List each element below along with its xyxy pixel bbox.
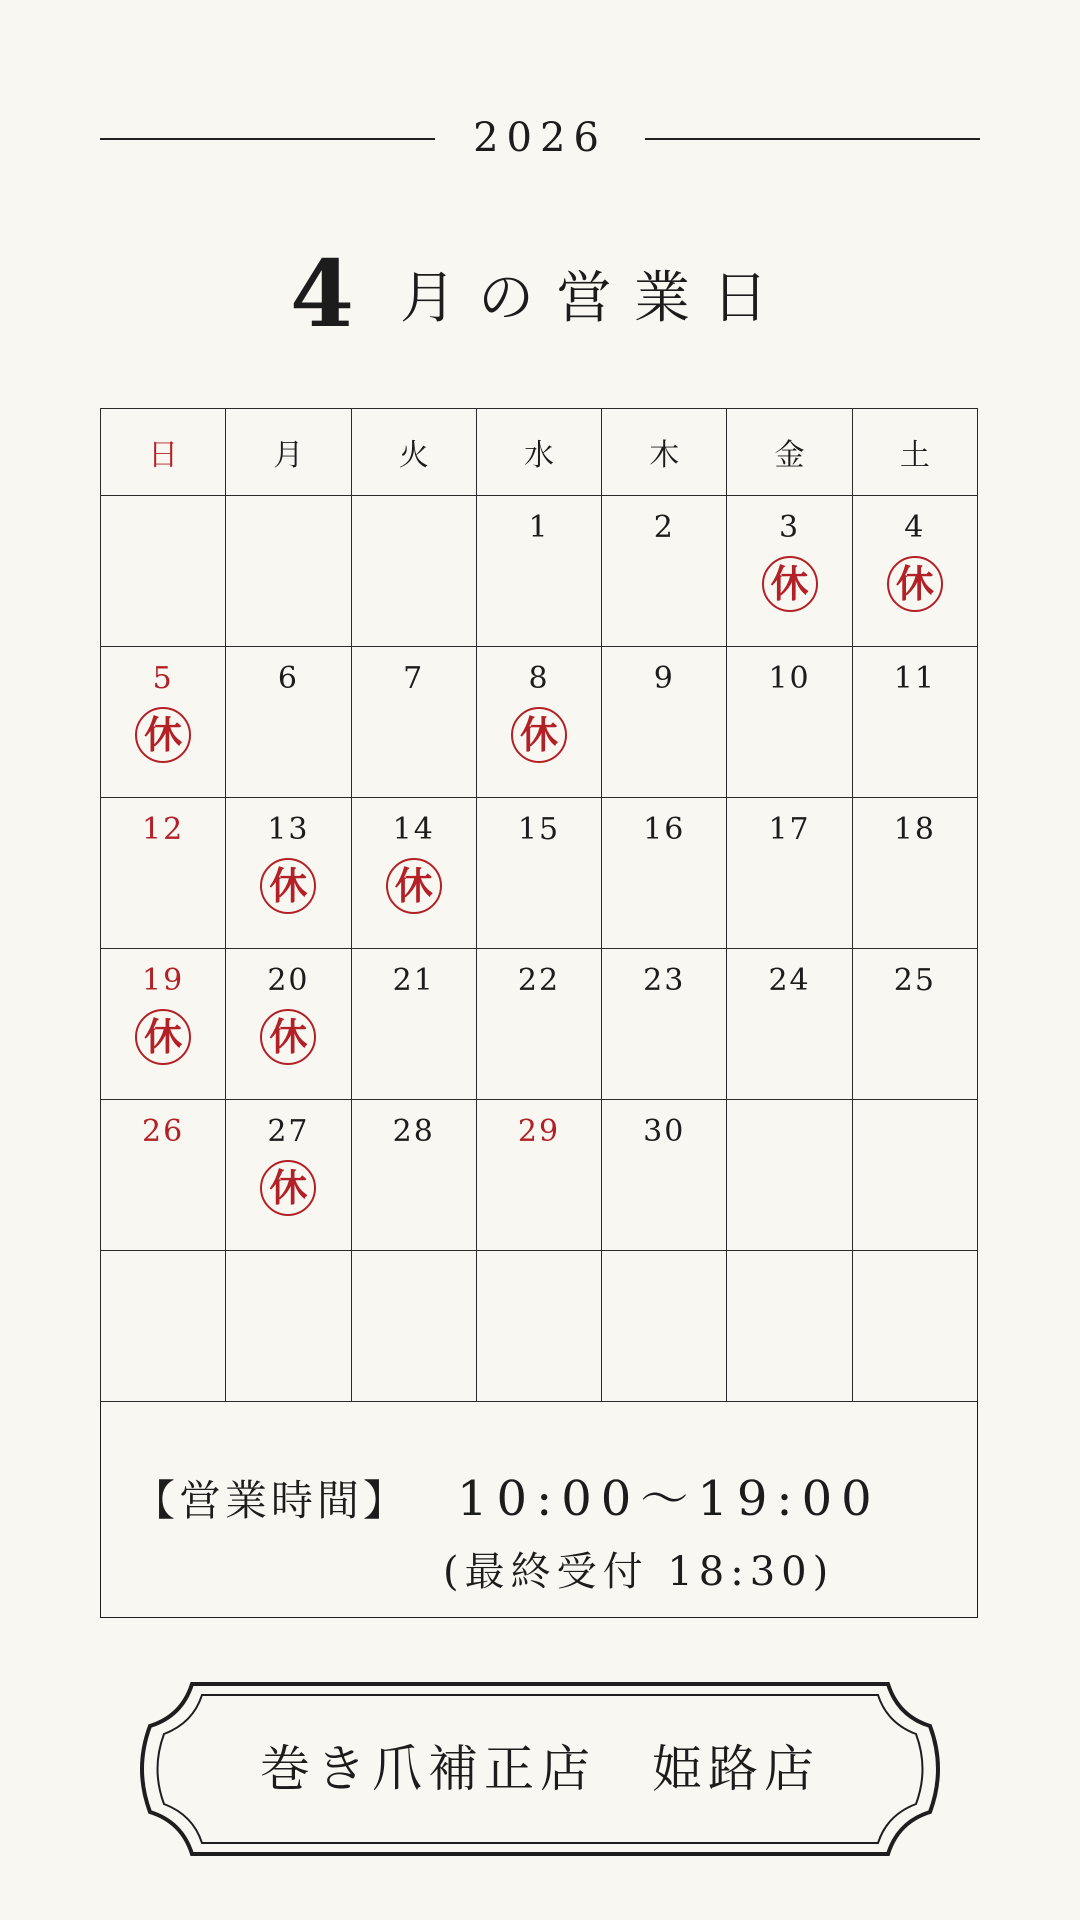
calendar-empty-cell xyxy=(727,1100,852,1251)
calendar-week-row xyxy=(101,647,978,798)
calendar-body xyxy=(101,496,978,1402)
calendar-empty-cell xyxy=(101,496,226,647)
calendar-day-cell xyxy=(351,949,476,1100)
year-divider-right xyxy=(645,138,980,140)
calendar-day-cell xyxy=(101,647,226,798)
day-number: 9 xyxy=(653,661,675,696)
closed-day-stamp: 休 xyxy=(386,858,442,914)
day-number: 8 xyxy=(528,661,550,696)
closed-day-stamp: 休 xyxy=(260,1009,316,1065)
day-number: 6 xyxy=(277,661,299,696)
calendar-table xyxy=(100,408,978,1402)
day-number: 14 xyxy=(392,812,435,847)
calendar-day-cell xyxy=(226,1100,351,1251)
day-number: 30 xyxy=(643,1114,686,1149)
weekday-header-row xyxy=(101,409,978,496)
calendar-empty-cell xyxy=(351,1251,476,1402)
calendar-day-cell xyxy=(852,496,977,647)
calendar-day-cell xyxy=(476,798,601,949)
day-number: 16 xyxy=(643,812,686,847)
day-number: 15 xyxy=(517,812,561,847)
day-number: 5 xyxy=(152,661,174,696)
calendar-day-cell xyxy=(727,798,852,949)
business-hours-time: 10:00〜19:00 xyxy=(457,1471,881,1527)
calendar-day-cell xyxy=(852,647,977,798)
day-number: 4 xyxy=(904,510,926,545)
calendar-week-row xyxy=(101,496,978,647)
business-hours-label: 【営業時間】 xyxy=(133,1476,410,1525)
day-number: 23 xyxy=(643,963,686,998)
calendar-week-row xyxy=(101,1100,978,1251)
weekday-header: 火 xyxy=(351,409,476,496)
business-hours-box xyxy=(100,1400,978,1618)
closed-day-stamp: 休 xyxy=(260,858,316,914)
calendar-empty-cell xyxy=(476,1251,601,1402)
title-suffix: 月の営業日 xyxy=(400,266,790,331)
calendar-day-cell xyxy=(727,496,852,647)
year-label: 2026 xyxy=(473,115,607,161)
day-number: 29 xyxy=(517,1114,561,1149)
month-number: 4 xyxy=(289,240,354,348)
weekday-header: 月 xyxy=(226,409,351,496)
calendar-day-cell xyxy=(476,647,601,798)
last-reception-note: (最終受付 18:30) xyxy=(443,1549,835,1595)
weekday-header: 日 xyxy=(101,409,226,496)
calendar-day-cell xyxy=(602,647,727,798)
closed-day-stamp: 休 xyxy=(887,556,943,612)
day-number: 18 xyxy=(893,812,936,847)
day-number: 21 xyxy=(392,963,435,998)
day-number: 1 xyxy=(528,510,550,545)
calendar-day-cell xyxy=(727,647,852,798)
closed-day-stamp: 休 xyxy=(135,1009,191,1065)
closed-day-stamp: 休 xyxy=(762,556,818,612)
closed-day-stamp: 休 xyxy=(260,1160,316,1216)
calendar-day-cell xyxy=(476,949,601,1100)
store-name: 巻き爪補正店 姫路店 xyxy=(260,1740,820,1798)
calendar-day-cell xyxy=(602,1100,727,1251)
page-title xyxy=(0,240,1080,348)
calendar-empty-cell xyxy=(226,1251,351,1402)
calendar-week-row xyxy=(101,949,978,1100)
calendar-day-cell xyxy=(226,949,351,1100)
day-number: 7 xyxy=(403,661,425,696)
calendar-day-cell xyxy=(476,496,601,647)
calendar-day-cell xyxy=(226,798,351,949)
calendar-day-cell xyxy=(351,798,476,949)
calendar-day-cell xyxy=(602,496,727,647)
calendar-day-cell xyxy=(476,1100,601,1251)
calendar-day-cell xyxy=(101,798,226,949)
day-number: 12 xyxy=(142,812,185,847)
calendar-empty-cell xyxy=(727,1251,852,1402)
closed-day-stamp: 休 xyxy=(511,707,567,763)
calendar-day-cell xyxy=(852,949,977,1100)
weekday-header: 土 xyxy=(852,409,977,496)
closed-day-stamp: 休 xyxy=(135,707,191,763)
day-number: 19 xyxy=(142,963,185,998)
day-number: 17 xyxy=(768,812,811,847)
calendar-day-cell xyxy=(101,949,226,1100)
calendar-day-cell xyxy=(101,1100,226,1251)
weekday-header: 金 xyxy=(727,409,852,496)
day-number: 10 xyxy=(768,661,811,696)
calendar-day-cell xyxy=(602,798,727,949)
calendar-empty-cell xyxy=(852,1100,977,1251)
day-number: 22 xyxy=(517,963,561,998)
day-number: 13 xyxy=(267,812,310,847)
day-number: 27 xyxy=(267,1114,310,1149)
calendar-empty-cell xyxy=(602,1251,727,1402)
calendar-day-cell xyxy=(602,949,727,1100)
day-number: 24 xyxy=(768,963,811,998)
calendar-empty-cell xyxy=(351,496,476,647)
calendar-day-cell xyxy=(226,647,351,798)
day-number: 28 xyxy=(392,1114,435,1149)
weekday-header: 木 xyxy=(602,409,727,496)
day-number: 25 xyxy=(893,963,936,998)
day-number: 11 xyxy=(893,661,936,696)
calendar-day-cell xyxy=(351,1100,476,1251)
calendar-day-cell xyxy=(727,949,852,1100)
calendar-day-cell xyxy=(852,798,977,949)
weekday-header: 水 xyxy=(476,409,601,496)
calendar-week-row xyxy=(101,798,978,949)
calendar-empty-cell xyxy=(226,496,351,647)
calendar-week-row xyxy=(101,1251,978,1402)
calendar-day-cell xyxy=(351,647,476,798)
day-number: 26 xyxy=(142,1114,185,1149)
calendar-empty-cell xyxy=(101,1251,226,1402)
year-header xyxy=(100,108,980,168)
calendar-empty-cell xyxy=(852,1251,977,1402)
day-number: 20 xyxy=(267,963,310,998)
day-number: 3 xyxy=(779,510,801,545)
day-number: 2 xyxy=(653,510,675,545)
